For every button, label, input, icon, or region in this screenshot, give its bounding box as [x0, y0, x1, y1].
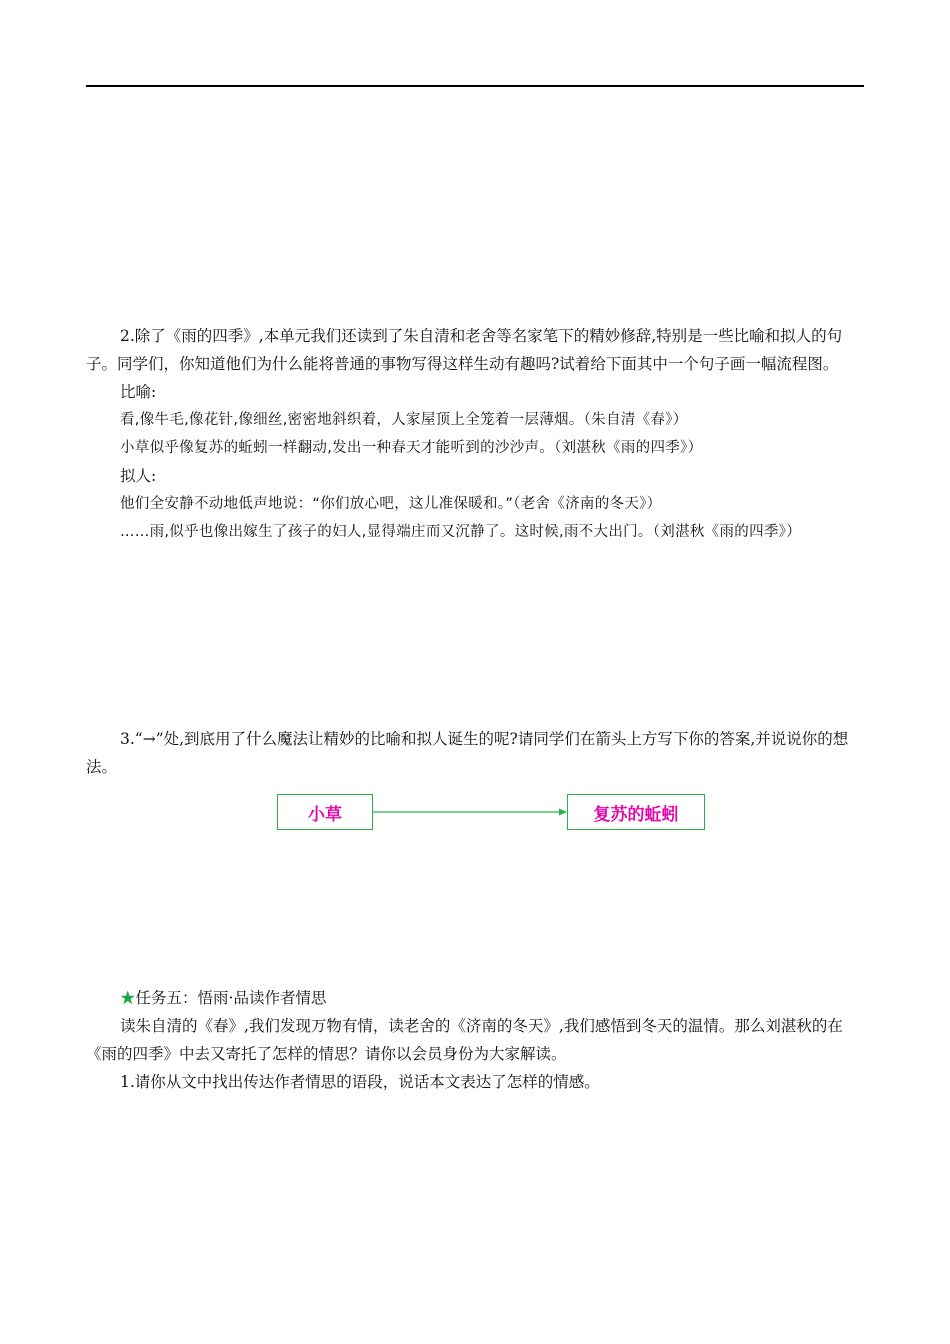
flow-box-target: 复苏的蚯蚓 [567, 794, 705, 830]
task-5-heading [86, 984, 866, 1012]
simile-sentence-1: 看,像牛毛,像花针,像细丝,密密地斜织着，人家屋顶上全笼着一层薄烟。（朱自清《春》） [120, 412, 688, 428]
question-3-section [86, 725, 866, 781]
flow-arrow [372, 802, 568, 822]
question-2-intro: 2.除了《雨的四季》,本单元我们还读到了朱自清和老舍等名家笔下的精妙修辞,特别是一些比喻和拟人的句子。同学们，你知道他们为什么能将普通的事物写得这样生动有趣吗?试着给下面其中一个句子画一幅流程图。 [86, 327, 843, 373]
question-3-text: 3.“→”处,到底用了什么魔法让精妙的比喻和拟人诞生的呢?请同学们在箭头上方写下你的答案,并说说你的想法。 [86, 730, 849, 776]
simile-label: 比喻: [120, 383, 157, 401]
question-2-section [86, 322, 866, 546]
task-5-title: 任务五：悟雨·品读作者情思 [135, 989, 327, 1007]
task-5-question-1: 1.请你从文中找出传达作者情思的语段，说话本文表达了怎样的情感。 [120, 1073, 600, 1091]
personification-label: 拟人: [120, 467, 157, 485]
star-icon: ★ [120, 989, 136, 1007]
flow-box-source: 小草 [277, 794, 373, 830]
task-5-intro: 读朱自清的《春》,我们发现万物有情，读老舍的《济南的冬天》,我们感悟到冬天的温情。那么刘湛秋的在《雨的四季》中去又寄托了怎样的情思？请你以会员身份为大家解读。 [86, 1017, 843, 1063]
task-5-section [86, 984, 866, 1096]
header-rule [86, 85, 864, 87]
flow-diagram [0, 794, 950, 834]
personification-sentence-2: ……雨,似乎也像出嫁生了孩子的妇人,显得端庄而又沉静了。这时候,雨不大出门。（刘湛秋《雨的四季》） [120, 524, 802, 540]
simile-sentence-2: 小草似乎像复苏的蚯蚓一样翻动,发出一种春天才能听到的沙沙声。（刘湛秋《雨的四季》） [120, 440, 703, 456]
personification-sentence-1: 他们全安静不动地低声地说：“你们放心吧，这儿准保暖和。”（老舍《济南的冬天》） [120, 496, 662, 512]
